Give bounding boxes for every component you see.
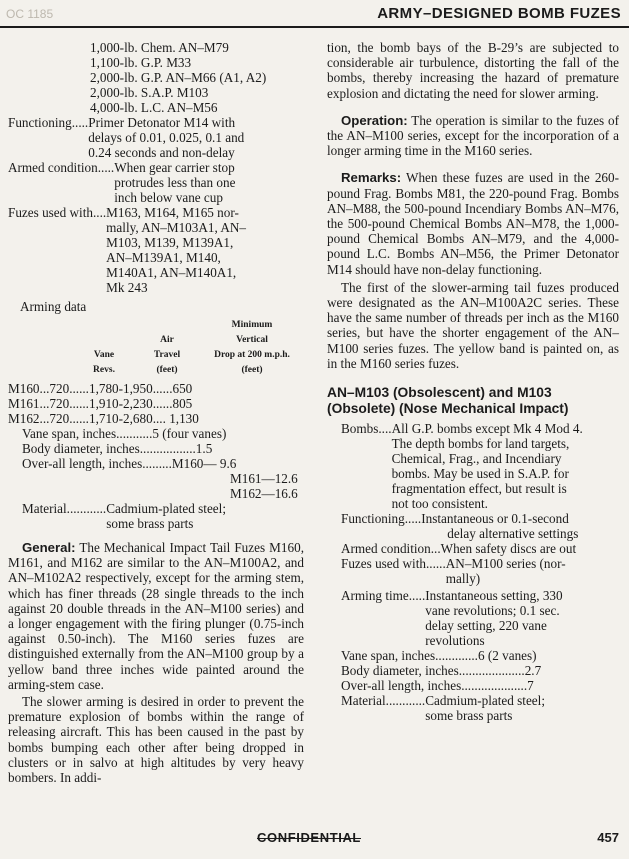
- spec-label: Material............: [341, 693, 426, 709]
- armed-condition-spec: Armed condition...When safety discs are out: [341, 541, 577, 557]
- spec-line: delay setting, 220 vane: [425, 618, 547, 634]
- page-number: 457: [597, 830, 619, 845]
- spec-line: Vane span, inches.............6 (2 vanes): [341, 648, 537, 664]
- right-column: [327, 40, 619, 723]
- spec-line: some brass parts: [425, 708, 513, 724]
- specs-block: [8, 426, 304, 531]
- operation-paragraph: [327, 113, 619, 159]
- fuzes-used-spec: [8, 205, 304, 295]
- first-fuzes-paragraph: The first of the slower-arming tail fuzes produced were designated as the AN–M100A2C series. These have the same number of threads per inch as the M160 series, but have the shorter engagement of the AN–M100 series fuzes. The yellow band is painted on, as in the M160 series fuzes.: [327, 279, 619, 371]
- spec-line: M163, M164, M165 nor-: [106, 205, 239, 220]
- spec-line: Body diameter, inches....................2.7: [341, 663, 542, 679]
- material-spec: [341, 693, 619, 723]
- spec-line: Cadmium-plated steel;: [425, 693, 545, 709]
- spec-line: Cadmium-plated steel;: [106, 501, 226, 516]
- spec-line: mally, AN–M103A1, AN–: [106, 220, 246, 235]
- page-title: ARMY–DESIGNED BOMB FUZES: [377, 5, 621, 22]
- spec-line: vane revolutions; 0.1 sec.: [425, 603, 560, 619]
- arming-data-table: [8, 318, 304, 378]
- page-header: [0, 0, 629, 28]
- spec-label: Bombs....: [341, 421, 392, 437]
- spec-line: M161—12.6: [230, 471, 298, 486]
- col-header-min-drop: Minimum Vertical Drop at 200 m.p.h. (feet): [214, 320, 290, 375]
- spec-line: Over-all length, inches.........M160— 9.6: [22, 456, 237, 471]
- table-row: [8, 411, 304, 426]
- row-values: ...720......1,910-2,230......805: [39, 396, 193, 411]
- spec-line: inch below vane cup: [114, 190, 223, 205]
- spec-line: AN–M139A1, M140,: [106, 250, 221, 265]
- arming-time-spec: [327, 588, 619, 648]
- spec-line: The depth bombs for land targets,: [391, 436, 570, 452]
- spec-label: Material............: [22, 501, 107, 516]
- row-values: ...720......1,780-1,950......650: [39, 381, 193, 396]
- functioning-spec: [327, 511, 619, 541]
- col-header-vane: Vane Revs.: [93, 350, 115, 375]
- spec-line: protrudes less than one: [114, 175, 236, 190]
- material-spec: [22, 501, 304, 531]
- spec-line: revolutions: [425, 633, 485, 649]
- remarks-label: Remarks:: [341, 170, 402, 186]
- spec-line: Instantaneous setting, 330: [425, 588, 563, 604]
- general-text: The Mechanical Impact Tail Fuzes M160, M161, and M162 are similar to the AN–M100A2, and AN–M102A2 respectively, except for the arming stem, which has finer threads (28 single threads to the inch against 20 double threads in the AN–M100 series) and a longer engagement with the firing plunger (0.75-inch against 0.50-inch). The M160 series fuzes are distinguished externally from the AN–M100 group by a yellow band three inches wide painted around the arming-stem case.: [8, 540, 304, 692]
- bomb-item: 2,000-lb. S.A.P. M103: [90, 85, 209, 100]
- bomb-item: 1,100-lb. G.P. M33: [90, 55, 192, 70]
- spec-line: Body diameter, inches.................1.5: [22, 441, 213, 456]
- col-header-air-travel: Air Travel (feet): [153, 335, 181, 375]
- remarks-paragraph: [327, 170, 619, 276]
- spec-line: 0.24 seconds and non-delay: [88, 145, 235, 160]
- spec-line: fragmentation effect, but result is: [391, 481, 567, 497]
- spec-line: Vane span, inches...........5 (four vanes): [22, 426, 227, 441]
- general-paragraph: [8, 540, 304, 692]
- spec-label: Arming time.....: [341, 588, 426, 604]
- bomb-item: 2,000-lb. G.P. AN–M66 (A1, A2): [90, 70, 267, 85]
- spec-label: Armed condition.....: [8, 160, 115, 175]
- spec-line: M162—16.6: [230, 486, 298, 501]
- spec-line: mally): [445, 571, 481, 587]
- specs-block: [327, 648, 619, 723]
- spec-line: AN–M100 series (nor-: [445, 556, 566, 572]
- slower-arming-paragraph: [8, 694, 304, 785]
- slower-text: The slower arming is desired in order to prevent the premature explosion of bombs within the range of releasing aircraft. This has been caused in the past by bombs bumping each other after being dropped in clusters or in salvo at high altitudes by very heavy bombers. In addi-: [8, 694, 304, 786]
- bombs-spec: [327, 421, 619, 511]
- operation-label: Operation:: [341, 112, 408, 128]
- general-label: General:: [22, 540, 76, 555]
- spec-line: When gear carrier stop: [114, 160, 235, 175]
- section-heading: AN–M103 (Obsolescent) and M103 (Obsolete) (Nose Mechanical Impact): [327, 385, 569, 417]
- spec-line: Mk 243: [106, 280, 148, 295]
- table-row: [8, 396, 304, 411]
- spec-line: Instantaneous or 0.1-second: [421, 511, 569, 527]
- header-rule: [0, 26, 629, 28]
- operation-text: The operation is similar to the fuzes of the AN–M100 series, except for the incorporation of a longer arming time in the M160 series.: [327, 112, 619, 159]
- spec-label: Fuzes used with......: [341, 556, 446, 572]
- spec-line: M103, M139, M139A1,: [106, 235, 234, 250]
- spec-line: All G.P. bombs except Mk 4 Mod 4.: [391, 421, 583, 437]
- row-fuze: M161: [8, 396, 40, 411]
- spec-line: Chemical, Frag., and Incendiary: [391, 451, 562, 467]
- spec-line: bombs. May be used in S.A.P. for: [391, 466, 569, 482]
- spec-line: delay alternative settings: [447, 526, 579, 542]
- table-row: [8, 381, 304, 396]
- spec-line: not too consistent.: [391, 496, 488, 512]
- confidential-stamp: [257, 830, 361, 845]
- bomb-list-continued: [8, 40, 304, 115]
- fuzes-used-spec: [327, 556, 619, 586]
- functioning-spec: [8, 115, 304, 160]
- row-values: ...720......1,710-2,680.... 1,130: [39, 411, 199, 426]
- spec-line: some brass parts: [106, 516, 194, 531]
- spec-line: M140A1, AN–M140A1,: [106, 265, 237, 280]
- spec-label: Fuzes used with....: [8, 205, 107, 220]
- bomb-item: 1,000-lb. Chem. AN–M79: [90, 40, 229, 55]
- spec-line: delays of 0.01, 0.025, 0.1 and: [88, 130, 245, 145]
- spec-line: Over-all length, inches....................7: [341, 678, 534, 694]
- strikethrough-line: [257, 838, 361, 839]
- bomb-item: 4,000-lb. L.C. AN–M56: [90, 100, 218, 115]
- arming-data-label: Arming data: [20, 299, 87, 314]
- spec-label: Functioning.....: [8, 115, 89, 130]
- row-fuze: M162: [8, 411, 40, 426]
- remarks-text: When these fuzes are used in the 260-pound Frag. Bombs M81, the 220-pound Frag. Bombs AN–M88, the 500-pound Incendiary Bombs AN–M76, the 500-pound Chemical Bombs AN–M78, the 1,000-pound Chemical Bombs AN–M79, and the 4,000-pound L.C. Bombs AN–M56, the Primer Detonator M14 should have non-delay functioning.: [327, 170, 619, 277]
- spec-line: Primer Detonator M14 with: [88, 115, 236, 130]
- corner-mark: OC 1185: [6, 7, 54, 21]
- spec-label: Functioning.....: [341, 511, 422, 527]
- continuation-paragraph: tion, the bomb bays of the B-29’s are subjected to considerable air turbulence, distorting the fall of the bombs, thereby increasing the hazard of premature explosion and dictating the need for slower arming.: [327, 40, 619, 101]
- row-fuze: M160: [8, 381, 40, 396]
- table-header-row: [8, 318, 304, 378]
- left-column: [8, 40, 304, 785]
- armed-condition-spec: [8, 160, 304, 205]
- arming-data-rows: [8, 381, 304, 426]
